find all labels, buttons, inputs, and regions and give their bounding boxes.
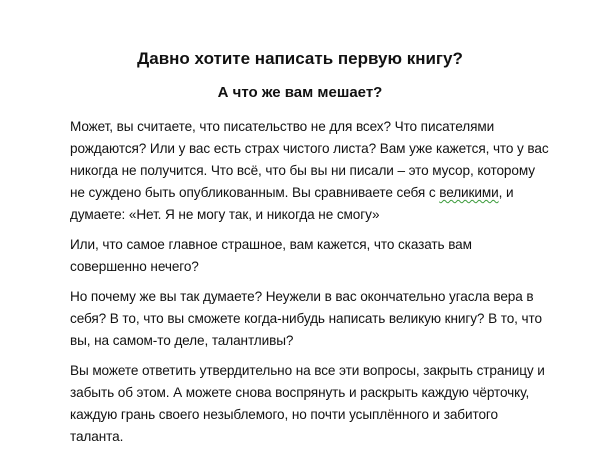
paragraph-1-text-after: , и думаете: «Нет. Я не могу так, и никогда не смогу» <box>70 185 514 222</box>
paragraph-2: Или, что самое главное страшное, вам кажется, что сказать вам совершенно нечего? <box>70 237 472 274</box>
paragraph-1 <box>70 116 550 226</box>
document-subtitle: А что же вам мешает? <box>217 84 383 101</box>
paragraph-1-text-before: Может, вы считаете, что писательство не для всех? Что писателями рождаются? Или у вас есть страх чистого листа? Вам уже кажется, что у вас никогда не получится. Что всё, что бы вы ни писали – это мусор, которому не суждено быть опубликованным. Вы сравниваете себя с <box>70 119 549 200</box>
document-body <box>70 116 550 456</box>
document-title: Давно хотите написать первую книгу? <box>137 49 463 68</box>
spellcheck-flagged-word[interactable]: великими <box>439 185 499 200</box>
paragraph-4: Вы можете ответить утвердительно на все эти вопросы, закрыть страницу и забыть об этом. А можете снова воспрянуть и раскрыть каждую чёрточку, каждую грань своего незыблемого, но почти усыплённого и забитого таланта. <box>70 363 545 444</box>
paragraph-3: Но почему же вы так думаете? Неужели в вас окончательно угасла вера в себя? В то, что вы сможете когда-нибудь написать великую книгу? В то, что вы, на самом-то деле, талантливы? <box>70 289 542 348</box>
